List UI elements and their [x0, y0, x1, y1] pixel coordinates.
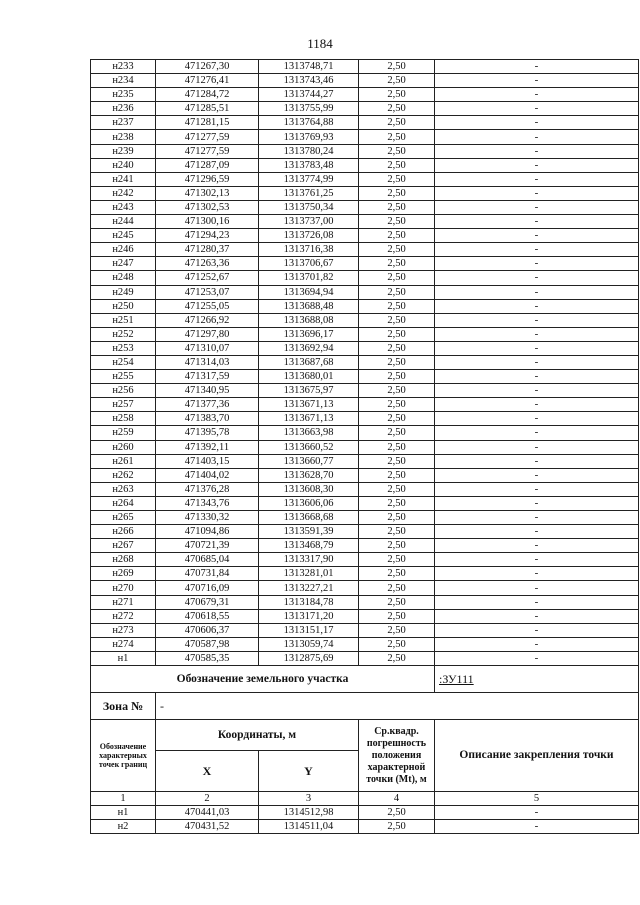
fixing-description: - — [435, 257, 639, 271]
table-row — [91, 553, 639, 567]
table-row — [91, 482, 639, 496]
x-coordinate: 471392,11 — [156, 440, 259, 454]
fixing-description: - — [435, 116, 639, 130]
point-id: н1 — [91, 806, 156, 820]
point-id: н233 — [91, 60, 156, 74]
y-coordinate: 1313663,98 — [259, 426, 359, 440]
x-coordinate: 471255,05 — [156, 299, 259, 313]
y-coordinate: 1313317,90 — [259, 553, 359, 567]
point-column-header: Обозначение характерных точек границ — [91, 720, 156, 792]
error-value: 2,50 — [359, 820, 435, 834]
x-coordinate: 471302,53 — [156, 200, 259, 214]
table-row — [91, 172, 639, 186]
y-coordinate: 1313281,01 — [259, 567, 359, 581]
y-coordinate: 1313660,77 — [259, 454, 359, 468]
page-number: 1184 — [307, 36, 333, 51]
error-value: 2,50 — [359, 609, 435, 623]
error-value: 2,50 — [359, 595, 435, 609]
error-value: 2,50 — [359, 511, 435, 525]
x-coordinate: 471252,67 — [156, 271, 259, 285]
land-plot-section — [91, 666, 639, 806]
x-coordinate: 470679,31 — [156, 595, 259, 609]
x-coordinate: 471377,36 — [156, 398, 259, 412]
point-id: н262 — [91, 468, 156, 482]
error-value: 2,50 — [359, 116, 435, 130]
error-value: 2,50 — [359, 215, 435, 229]
point-id: н250 — [91, 299, 156, 313]
x-coordinate: 471287,09 — [156, 158, 259, 172]
y-coordinate: 1313227,21 — [259, 581, 359, 595]
fixing-description: - — [435, 313, 639, 327]
y-coordinate: 1313764,88 — [259, 116, 359, 130]
fixing-description: - — [435, 74, 639, 88]
point-id: н272 — [91, 609, 156, 623]
fixing-description: - — [435, 327, 639, 341]
error-value: 2,50 — [359, 313, 435, 327]
x-coordinate: 471317,59 — [156, 370, 259, 384]
column-number: 1 — [91, 792, 156, 806]
error-value: 2,50 — [359, 567, 435, 581]
error-value: 2,50 — [359, 384, 435, 398]
error-value: 2,50 — [359, 581, 435, 595]
point-id: н269 — [91, 567, 156, 581]
error-value: 2,50 — [359, 130, 435, 144]
point-id: н274 — [91, 637, 156, 651]
fixing-description: - — [435, 229, 639, 243]
x-coordinate: 471404,02 — [156, 468, 259, 482]
fixing-description: - — [435, 215, 639, 229]
table-row — [91, 116, 639, 130]
table-row — [91, 327, 639, 341]
x-coordinate: 471376,28 — [156, 482, 259, 496]
table-row — [91, 412, 639, 426]
point-id: н266 — [91, 525, 156, 539]
point-id: н263 — [91, 482, 156, 496]
table-row — [91, 511, 639, 525]
error-value: 2,50 — [359, 200, 435, 214]
point-id: н267 — [91, 539, 156, 553]
x-coordinate: 471266,92 — [156, 313, 259, 327]
table-row — [91, 215, 639, 229]
table-row — [91, 74, 639, 88]
point-id: н254 — [91, 355, 156, 369]
fixing-description: - — [435, 172, 639, 186]
column-numbers-row — [91, 792, 639, 806]
x-coordinate: 471267,30 — [156, 60, 259, 74]
point-id: н258 — [91, 412, 156, 426]
error-value: 2,50 — [359, 144, 435, 158]
table-row — [91, 285, 639, 299]
point-id: н236 — [91, 102, 156, 116]
fixing-description: - — [435, 384, 639, 398]
table-row — [91, 440, 639, 454]
error-value: 2,50 — [359, 806, 435, 820]
y-coordinate: 1313671,13 — [259, 398, 359, 412]
point-id: н268 — [91, 553, 156, 567]
y-coordinate: 1313468,79 — [259, 539, 359, 553]
error-value: 2,50 — [359, 299, 435, 313]
zone-coordinates-rows — [91, 806, 639, 834]
y-coordinate: 1313696,17 — [259, 327, 359, 341]
table-row — [91, 186, 639, 200]
error-value: 2,50 — [359, 243, 435, 257]
point-id: н261 — [91, 454, 156, 468]
x-coordinate: 471310,07 — [156, 341, 259, 355]
table-row — [91, 370, 639, 384]
point-id: н271 — [91, 595, 156, 609]
fixing-description: - — [435, 370, 639, 384]
fixing-description: - — [435, 482, 639, 496]
fixing-description: - — [435, 651, 639, 665]
point-id: н270 — [91, 581, 156, 595]
x-coordinate: 471277,59 — [156, 130, 259, 144]
fixing-column-header: Описание закрепления точки — [435, 720, 639, 792]
y-coordinate: 1313716,38 — [259, 243, 359, 257]
x-coordinate: 471280,37 — [156, 243, 259, 257]
coordinates-table — [90, 59, 639, 834]
x-coordinate: 471340,95 — [156, 384, 259, 398]
y-coordinate: 1313783,48 — [259, 158, 359, 172]
error-value: 2,50 — [359, 426, 435, 440]
error-value: 2,50 — [359, 370, 435, 384]
point-id: н240 — [91, 158, 156, 172]
fixing-description: - — [435, 243, 639, 257]
table-row — [91, 144, 639, 158]
point-id: н252 — [91, 327, 156, 341]
x-coordinate: 470716,09 — [156, 581, 259, 595]
x-coordinate: 471383,70 — [156, 412, 259, 426]
zone-value: - — [156, 693, 639, 720]
y-coordinate: 1313687,68 — [259, 355, 359, 369]
x-coordinate: 470431,52 — [156, 820, 259, 834]
point-id: н1 — [91, 651, 156, 665]
fixing-description: - — [435, 186, 639, 200]
error-value: 2,50 — [359, 172, 435, 186]
x-coordinate: 470441,03 — [156, 806, 259, 820]
error-value: 2,50 — [359, 285, 435, 299]
point-id: н251 — [91, 313, 156, 327]
table-row — [91, 299, 639, 313]
y-coordinate: 1313748,71 — [259, 60, 359, 74]
y-coordinate: 1313692,94 — [259, 341, 359, 355]
y-coordinate: 1313694,94 — [259, 285, 359, 299]
point-id: н260 — [91, 440, 156, 454]
table-row — [91, 243, 639, 257]
error-column-header: Ср.квадр. погрешность положения характерной точки (Mt), м — [359, 720, 435, 792]
point-id: н265 — [91, 511, 156, 525]
x-coordinate: 471395,78 — [156, 426, 259, 440]
error-value: 2,50 — [359, 468, 435, 482]
y-coordinate: 1313591,39 — [259, 525, 359, 539]
x-coordinate: 471302,13 — [156, 186, 259, 200]
x-coordinate: 471285,51 — [156, 102, 259, 116]
error-value: 2,50 — [359, 553, 435, 567]
table-row — [91, 609, 639, 623]
point-id: н249 — [91, 285, 156, 299]
table-row — [91, 355, 639, 369]
fixing-description: - — [435, 60, 639, 74]
table-row — [91, 271, 639, 285]
column-number: 4 — [359, 792, 435, 806]
error-value: 2,50 — [359, 355, 435, 369]
table-row — [91, 595, 639, 609]
point-id: н248 — [91, 271, 156, 285]
table-row — [91, 102, 639, 116]
x-coordinate: 471253,07 — [156, 285, 259, 299]
x-coordinate: 471094,86 — [156, 525, 259, 539]
y-coordinate: 1313688,48 — [259, 299, 359, 313]
y-coordinate: 1313671,13 — [259, 412, 359, 426]
fixing-description: - — [435, 581, 639, 595]
fixing-description: - — [435, 299, 639, 313]
y-coordinate: 1313737,00 — [259, 215, 359, 229]
point-id: н255 — [91, 370, 156, 384]
table-row — [91, 623, 639, 637]
y-coordinate: 1313761,25 — [259, 186, 359, 200]
x-coordinate: 471294,23 — [156, 229, 259, 243]
coordinates-header: Координаты, м — [156, 720, 359, 751]
error-value: 2,50 — [359, 525, 435, 539]
y-coordinate: 1314511,04 — [259, 820, 359, 834]
fixing-description: - — [435, 440, 639, 454]
fixing-description: - — [435, 496, 639, 510]
fixing-description: - — [435, 553, 639, 567]
point-id: н235 — [91, 88, 156, 102]
x-coordinate: 471281,15 — [156, 116, 259, 130]
fixing-description: - — [435, 398, 639, 412]
table-row — [91, 229, 639, 243]
error-value: 2,50 — [359, 398, 435, 412]
table-row — [91, 581, 639, 595]
fixing-description: - — [435, 468, 639, 482]
table-row — [91, 637, 639, 651]
column-number: 5 — [435, 792, 639, 806]
point-id: н257 — [91, 398, 156, 412]
x-coordinate: 471314,03 — [156, 355, 259, 369]
x-coordinate: 470731,84 — [156, 567, 259, 581]
fixing-description: - — [435, 567, 639, 581]
y-coordinate: 1313675,97 — [259, 384, 359, 398]
x-coordinate: 471403,15 — [156, 454, 259, 468]
table-row — [91, 426, 639, 440]
table-row — [91, 454, 639, 468]
fixing-description: - — [435, 595, 639, 609]
point-id: н238 — [91, 130, 156, 144]
fixing-description: - — [435, 271, 639, 285]
y-coordinate: 1313151,17 — [259, 623, 359, 637]
coordinates-rows — [91, 60, 639, 666]
point-id: н242 — [91, 186, 156, 200]
table-row — [91, 567, 639, 581]
table-row — [91, 496, 639, 510]
error-value: 2,50 — [359, 102, 435, 116]
error-value: 2,50 — [359, 158, 435, 172]
fixing-description: - — [435, 539, 639, 553]
x-coordinate: 471297,80 — [156, 327, 259, 341]
table-row — [91, 257, 639, 271]
fixing-description: - — [435, 341, 639, 355]
fixing-description: - — [435, 454, 639, 468]
error-value: 2,50 — [359, 271, 435, 285]
error-value: 2,50 — [359, 186, 435, 200]
error-value: 2,50 — [359, 496, 435, 510]
land-plot-label: Обозначение земельного участка — [91, 666, 435, 693]
point-id: н241 — [91, 172, 156, 186]
x-column-header: X — [156, 751, 259, 792]
point-id: н273 — [91, 623, 156, 637]
fixing-description: - — [435, 637, 639, 651]
fixing-description: - — [435, 820, 639, 834]
y-coordinate: 1313726,08 — [259, 229, 359, 243]
table-row — [91, 384, 639, 398]
y-coordinate: 1314512,98 — [259, 806, 359, 820]
fixing-description: - — [435, 130, 639, 144]
table-row — [91, 313, 639, 327]
point-id: н256 — [91, 384, 156, 398]
point-id: н244 — [91, 215, 156, 229]
y-coordinate: 1313750,34 — [259, 200, 359, 214]
error-value: 2,50 — [359, 454, 435, 468]
fixing-description: - — [435, 144, 639, 158]
table-row — [91, 200, 639, 214]
table-row — [91, 398, 639, 412]
x-coordinate: 471284,72 — [156, 88, 259, 102]
point-id: н2 — [91, 820, 156, 834]
y-coordinate: 1313668,68 — [259, 511, 359, 525]
error-value: 2,50 — [359, 651, 435, 665]
y-coordinate: 1313628,70 — [259, 468, 359, 482]
y-coordinate: 1312875,69 — [259, 651, 359, 665]
fixing-description: - — [435, 200, 639, 214]
y-coordinate: 1313688,08 — [259, 313, 359, 327]
table-row — [91, 651, 639, 665]
x-coordinate: 470587,98 — [156, 637, 259, 651]
column-number: 2 — [156, 792, 259, 806]
point-id: н247 — [91, 257, 156, 271]
fixing-description: - — [435, 158, 639, 172]
x-coordinate: 471300,16 — [156, 215, 259, 229]
fixing-description: - — [435, 285, 639, 299]
y-column-header: Y — [259, 751, 359, 792]
y-coordinate: 1313608,30 — [259, 482, 359, 496]
y-coordinate: 1313743,46 — [259, 74, 359, 88]
table-row — [91, 60, 639, 74]
y-coordinate: 1313184,78 — [259, 595, 359, 609]
error-value: 2,50 — [359, 60, 435, 74]
table-row — [91, 130, 639, 144]
fixing-description: - — [435, 426, 639, 440]
y-coordinate: 1313660,52 — [259, 440, 359, 454]
y-coordinate: 1313701,82 — [259, 271, 359, 285]
fixing-description: - — [435, 355, 639, 369]
point-id: н237 — [91, 116, 156, 130]
x-coordinate: 471263,36 — [156, 257, 259, 271]
point-id: н246 — [91, 243, 156, 257]
error-value: 2,50 — [359, 412, 435, 426]
fixing-description: - — [435, 88, 639, 102]
error-value: 2,50 — [359, 257, 435, 271]
y-coordinate: 1313780,24 — [259, 144, 359, 158]
error-value: 2,50 — [359, 327, 435, 341]
y-coordinate: 1313769,93 — [259, 130, 359, 144]
error-value: 2,50 — [359, 341, 435, 355]
x-coordinate: 470585,35 — [156, 651, 259, 665]
point-id: н264 — [91, 496, 156, 510]
error-value: 2,50 — [359, 539, 435, 553]
point-id: н245 — [91, 229, 156, 243]
fixing-description: - — [435, 525, 639, 539]
zone-label: Зона № — [91, 693, 156, 720]
table-row — [91, 539, 639, 553]
y-coordinate: 1313059,74 — [259, 637, 359, 651]
point-id: н253 — [91, 341, 156, 355]
y-coordinate: 1313744,27 — [259, 88, 359, 102]
table-row — [91, 341, 639, 355]
fixing-description: - — [435, 609, 639, 623]
table-row — [91, 158, 639, 172]
error-value: 2,50 — [359, 440, 435, 454]
x-coordinate: 471330,32 — [156, 511, 259, 525]
y-coordinate: 1313606,06 — [259, 496, 359, 510]
table-row — [91, 820, 639, 834]
error-value: 2,50 — [359, 74, 435, 88]
y-coordinate: 1313706,67 — [259, 257, 359, 271]
y-coordinate: 1313171,20 — [259, 609, 359, 623]
point-id: н234 — [91, 74, 156, 88]
error-value: 2,50 — [359, 88, 435, 102]
y-coordinate: 1313680,01 — [259, 370, 359, 384]
x-coordinate: 470618,55 — [156, 609, 259, 623]
error-value: 2,50 — [359, 482, 435, 496]
point-id: н239 — [91, 144, 156, 158]
x-coordinate: 470685,04 — [156, 553, 259, 567]
table-row — [91, 468, 639, 482]
error-value: 2,50 — [359, 229, 435, 243]
table-row — [91, 806, 639, 820]
fixing-description: - — [435, 511, 639, 525]
table-row — [91, 525, 639, 539]
error-value: 2,50 — [359, 637, 435, 651]
fixing-description: - — [435, 623, 639, 637]
fixing-description: - — [435, 412, 639, 426]
y-coordinate: 1313755,99 — [259, 102, 359, 116]
column-number: 3 — [259, 792, 359, 806]
x-coordinate: 471276,41 — [156, 74, 259, 88]
point-id: н259 — [91, 426, 156, 440]
x-coordinate: 471343,76 — [156, 496, 259, 510]
table-row — [91, 88, 639, 102]
x-coordinate: 470606,37 — [156, 623, 259, 637]
point-id: н243 — [91, 200, 156, 214]
land-plot-value: :ЗУ111 — [435, 666, 639, 693]
x-coordinate: 471277,59 — [156, 144, 259, 158]
fixing-description: - — [435, 806, 639, 820]
error-value: 2,50 — [359, 623, 435, 637]
y-coordinate: 1313774,99 — [259, 172, 359, 186]
fixing-description: - — [435, 102, 639, 116]
x-coordinate: 471296,59 — [156, 172, 259, 186]
x-coordinate: 470721,39 — [156, 539, 259, 553]
